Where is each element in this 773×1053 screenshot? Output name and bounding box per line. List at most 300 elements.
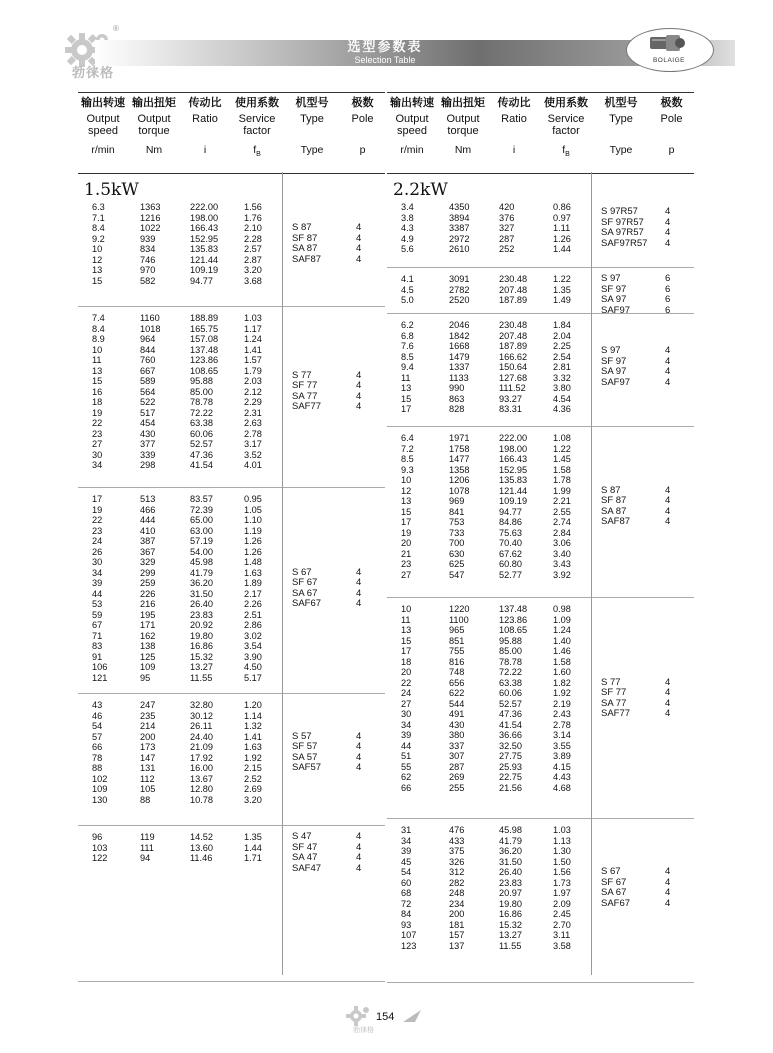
table-row bbox=[78, 355, 278, 366]
cell: 9.3 bbox=[401, 464, 414, 475]
table-section bbox=[78, 694, 385, 826]
cell: 1.24 bbox=[244, 334, 262, 344]
cell: 3.11 bbox=[553, 930, 571, 940]
cell: 339 bbox=[140, 449, 156, 460]
type-row bbox=[292, 244, 387, 255]
cell: 226 bbox=[140, 588, 156, 599]
cell: 1133 bbox=[449, 372, 469, 383]
pole-value: 4 bbox=[665, 866, 671, 877]
cell: 36.20 bbox=[190, 578, 213, 588]
header-unit: i bbox=[203, 144, 207, 156]
cell: 4.9 bbox=[401, 233, 414, 244]
header-zh: 极数 bbox=[351, 97, 374, 109]
cell: 181 bbox=[449, 919, 465, 930]
cell: 1.73 bbox=[553, 877, 571, 888]
type-list bbox=[292, 832, 387, 874]
pole-value: 6 bbox=[665, 273, 671, 284]
cell: 12.80 bbox=[190, 784, 213, 794]
cell: 166.62 bbox=[499, 351, 528, 362]
table-row bbox=[387, 404, 587, 415]
cell: 1.32 bbox=[244, 721, 262, 731]
cell: 53 bbox=[92, 599, 103, 609]
cell: 248 bbox=[449, 888, 465, 898]
cell: 6.2 bbox=[401, 320, 414, 330]
cell: 16.86 bbox=[190, 641, 213, 651]
cell: 247 bbox=[140, 700, 156, 710]
cell: 166.43 bbox=[190, 223, 219, 233]
cell: 433 bbox=[449, 835, 465, 846]
cell: 287 bbox=[449, 761, 465, 772]
footer-brand: 勃徕格 bbox=[353, 1027, 374, 1034]
cell: 969 bbox=[449, 496, 465, 506]
header-unit: Nm bbox=[454, 144, 472, 156]
cell: 47.36 bbox=[499, 709, 522, 719]
table-row bbox=[78, 557, 278, 568]
type-name: SAF67 bbox=[601, 897, 631, 909]
cell: 8.5 bbox=[401, 351, 414, 362]
cell: 67.62 bbox=[499, 548, 522, 559]
cell: 1668 bbox=[449, 341, 470, 351]
table-row bbox=[387, 667, 587, 678]
pole-value: 4 bbox=[665, 376, 671, 388]
type-list bbox=[601, 346, 696, 388]
cell: 964 bbox=[140, 334, 156, 344]
header-zh: 使用系数 bbox=[544, 97, 588, 109]
cell: 851 bbox=[449, 635, 465, 646]
cell: 20.97 bbox=[499, 888, 522, 898]
type-name: S 97 bbox=[601, 345, 621, 357]
cell: 1363 bbox=[140, 202, 161, 212]
table-row bbox=[78, 843, 278, 854]
header-unit: p bbox=[359, 144, 366, 156]
cell: 41.79 bbox=[499, 835, 522, 846]
table-row bbox=[387, 528, 587, 539]
cell: 20 bbox=[401, 538, 412, 548]
cell: 2.21 bbox=[553, 496, 571, 506]
cell: 214 bbox=[140, 721, 156, 731]
cell: 2.04 bbox=[553, 330, 571, 341]
cell: 3.20 bbox=[244, 794, 262, 805]
cell: 1.22 bbox=[553, 274, 571, 284]
cell: 95.88 bbox=[499, 635, 522, 646]
pole-value: 4 bbox=[665, 345, 671, 357]
table-row bbox=[78, 244, 278, 255]
cell: 2.12 bbox=[244, 386, 262, 397]
cell: 59 bbox=[92, 609, 103, 620]
cell: 4.15 bbox=[553, 761, 571, 772]
header-zh: 机型号 bbox=[295, 97, 329, 109]
table-row bbox=[387, 362, 587, 373]
cell: 198.00 bbox=[190, 212, 219, 223]
header-cell bbox=[539, 93, 593, 161]
pole-value: 4 bbox=[356, 862, 362, 874]
cell: 107 bbox=[401, 930, 417, 940]
table-row bbox=[387, 465, 587, 476]
cell: 2520 bbox=[449, 295, 470, 305]
cell: 8.5 bbox=[401, 454, 414, 464]
table-row bbox=[78, 662, 278, 673]
cell: 733 bbox=[449, 527, 465, 538]
cell: 444 bbox=[140, 515, 156, 525]
cell: 5.0 bbox=[401, 295, 414, 305]
cell: 34 bbox=[92, 460, 103, 470]
header-en: Service factor bbox=[238, 113, 276, 137]
header-zh: 传动比 bbox=[497, 97, 531, 109]
cell: 2.54 bbox=[553, 351, 571, 362]
pole-value: 4 bbox=[665, 206, 671, 218]
cell: 7.6 bbox=[401, 341, 414, 351]
cell: 8.4 bbox=[92, 223, 105, 233]
cell: 1.10 bbox=[244, 515, 262, 525]
header-cell bbox=[230, 93, 284, 161]
cell: 66 bbox=[92, 742, 103, 752]
cell: 1.82 bbox=[553, 677, 571, 688]
cell: 2.28 bbox=[244, 233, 262, 244]
pole-value: 4 bbox=[356, 841, 362, 853]
cell: 32.50 bbox=[499, 740, 522, 751]
cell: 12 bbox=[401, 485, 412, 496]
table-row bbox=[387, 507, 587, 518]
cell: 2.45 bbox=[553, 909, 571, 919]
table-row bbox=[78, 387, 278, 398]
cell: 746 bbox=[140, 254, 156, 265]
cell: 1.58 bbox=[553, 656, 571, 667]
cell: 1216 bbox=[140, 212, 161, 223]
cell: 39 bbox=[401, 846, 412, 856]
cell: 21.09 bbox=[190, 742, 213, 752]
table-body bbox=[78, 174, 385, 982]
header-unit: Nm bbox=[145, 144, 163, 156]
table-row bbox=[78, 721, 278, 732]
pole-value: 4 bbox=[356, 751, 362, 763]
cell: 2.74 bbox=[553, 517, 571, 527]
cell: 157 bbox=[449, 930, 465, 940]
cell: 1.84 bbox=[553, 320, 571, 330]
cell: 122 bbox=[92, 853, 108, 863]
type-name: SA 67 bbox=[292, 587, 318, 599]
type-row bbox=[292, 402, 387, 413]
cell: 4.3 bbox=[401, 223, 414, 233]
pole-value: 4 bbox=[356, 566, 362, 578]
header-en: Output torque bbox=[446, 113, 480, 137]
pole-value: 4 bbox=[356, 762, 362, 773]
table-row bbox=[387, 352, 587, 363]
table-row bbox=[387, 825, 587, 836]
cell: 13.27 bbox=[190, 662, 213, 672]
cell: 187.89 bbox=[499, 295, 528, 305]
cell: 22 bbox=[92, 515, 103, 525]
header-zh: 机型号 bbox=[604, 97, 638, 109]
header-cell bbox=[437, 93, 489, 156]
cell: 476 bbox=[449, 825, 465, 835]
cell: 2.81 bbox=[553, 362, 571, 372]
cell: 1.24 bbox=[553, 625, 571, 635]
type-name: SA 97 bbox=[601, 366, 627, 378]
cell: 39 bbox=[92, 578, 103, 588]
cell: 15 bbox=[401, 393, 412, 404]
cell: 1.17 bbox=[244, 323, 262, 334]
cell: 109 bbox=[92, 784, 108, 794]
cell: 0.97 bbox=[553, 212, 571, 223]
cell: 109.19 bbox=[499, 496, 528, 506]
cell: 23 bbox=[92, 525, 103, 536]
type-row bbox=[292, 832, 387, 843]
table-row bbox=[78, 255, 278, 266]
cell: 150.64 bbox=[499, 362, 528, 372]
cell: 1100 bbox=[449, 614, 469, 625]
table-row bbox=[387, 646, 587, 657]
cell: 1.71 bbox=[244, 853, 262, 863]
cell: 2972 bbox=[449, 233, 470, 244]
cell: 123 bbox=[401, 940, 417, 951]
cell: 112 bbox=[140, 773, 155, 784]
cell: 3.17 bbox=[244, 439, 262, 449]
data-rows bbox=[387, 274, 587, 306]
cell: 13 bbox=[92, 365, 103, 376]
table-row bbox=[387, 549, 587, 560]
cell: 7.4 bbox=[92, 313, 105, 323]
cell: 147 bbox=[140, 752, 156, 763]
cell: 26.11 bbox=[190, 721, 213, 731]
table-row bbox=[78, 450, 278, 461]
table-section bbox=[78, 174, 385, 307]
cell: 327 bbox=[499, 223, 515, 233]
table-row bbox=[387, 783, 587, 794]
cell: 17 bbox=[92, 494, 103, 504]
table-row bbox=[78, 578, 278, 589]
selection-table-2-2kw bbox=[387, 92, 694, 983]
cell: 2610 bbox=[449, 244, 470, 254]
cell: 235 bbox=[140, 710, 156, 721]
cell: 22.75 bbox=[499, 772, 522, 782]
power-rating: 1.5kW bbox=[84, 180, 139, 200]
cell: 23.83 bbox=[499, 877, 522, 888]
table-row bbox=[78, 408, 278, 419]
cell: 1.63 bbox=[244, 567, 262, 578]
cell: 2.55 bbox=[553, 506, 571, 517]
table-row bbox=[387, 888, 587, 899]
pole-value: 4 bbox=[356, 587, 362, 599]
cell: 44 bbox=[401, 740, 412, 751]
cell: 60.06 bbox=[499, 688, 522, 698]
cell: 130 bbox=[92, 794, 108, 805]
header-unit: Type bbox=[300, 144, 324, 156]
cell: 26.40 bbox=[499, 867, 522, 877]
cell: 380 bbox=[449, 730, 465, 740]
cell: 123.86 bbox=[499, 614, 528, 625]
type-row bbox=[292, 763, 387, 774]
table-row bbox=[78, 732, 278, 743]
type-name: SAF47 bbox=[292, 862, 322, 874]
cell: 166.43 bbox=[499, 454, 528, 464]
table-row bbox=[387, 475, 587, 486]
type-list bbox=[601, 274, 696, 316]
cell: 4.54 bbox=[553, 393, 571, 404]
power-rating: 2.2kW bbox=[393, 180, 448, 200]
table-row bbox=[78, 429, 278, 440]
table-row bbox=[387, 433, 587, 444]
table-row bbox=[387, 772, 587, 783]
header-zh: 极数 bbox=[660, 97, 683, 109]
cell: 75.63 bbox=[499, 527, 522, 538]
cell: 630 bbox=[449, 548, 465, 559]
cell: 2.10 bbox=[244, 223, 262, 233]
type-name: SAF77 bbox=[601, 708, 631, 719]
cell: 15.32 bbox=[190, 651, 213, 662]
header-cell bbox=[340, 93, 385, 156]
cell: 121 bbox=[92, 672, 108, 683]
type-row bbox=[292, 599, 387, 610]
cell: 137.48 bbox=[499, 604, 528, 614]
cell: 34 bbox=[401, 719, 412, 730]
table-row bbox=[387, 899, 587, 910]
cell: 171 bbox=[140, 620, 156, 630]
table-row bbox=[78, 832, 278, 843]
cell: 1.13 bbox=[553, 835, 571, 846]
type-list bbox=[601, 486, 696, 528]
cell: 1022 bbox=[140, 223, 161, 233]
cell: 173 bbox=[140, 742, 156, 752]
type-name: SF 67 bbox=[601, 876, 627, 888]
cell: 1.08 bbox=[553, 433, 571, 443]
cell: 16.86 bbox=[499, 909, 522, 919]
table-row bbox=[387, 699, 587, 710]
cell: 1.79 bbox=[244, 365, 262, 376]
table-row bbox=[387, 762, 587, 773]
cell: 0.95 bbox=[244, 494, 262, 504]
table-row bbox=[387, 331, 587, 342]
cell: 3.43 bbox=[553, 559, 571, 569]
pole-value: 4 bbox=[665, 676, 671, 688]
table-row bbox=[387, 730, 587, 741]
type-list bbox=[292, 568, 387, 610]
table-section bbox=[387, 314, 694, 427]
cell: 187.89 bbox=[499, 341, 528, 351]
cell: 755 bbox=[449, 646, 465, 656]
cell: 1.92 bbox=[553, 688, 571, 698]
cell: 1.26 bbox=[553, 233, 571, 244]
cell: 222.00 bbox=[499, 433, 528, 443]
table-row bbox=[387, 636, 587, 647]
type-row bbox=[601, 274, 696, 285]
cell: 137.48 bbox=[190, 344, 219, 355]
table-row bbox=[78, 515, 278, 526]
type-row bbox=[601, 378, 696, 389]
cell: 5.17 bbox=[244, 672, 262, 683]
type-name: S 47 bbox=[292, 831, 312, 842]
table-row bbox=[78, 376, 278, 387]
cell: 30 bbox=[92, 449, 103, 460]
cell: 54 bbox=[401, 867, 412, 877]
type-name: SAF77 bbox=[292, 401, 322, 413]
cell: 1206 bbox=[449, 475, 470, 485]
cell: 105 bbox=[140, 784, 156, 794]
cell: 282 bbox=[449, 877, 465, 888]
table-row bbox=[387, 383, 587, 394]
type-name: SF 97 bbox=[601, 283, 627, 295]
cell: 4.43 bbox=[553, 772, 571, 782]
cell: 94.77 bbox=[190, 275, 213, 286]
column-divider bbox=[282, 172, 283, 975]
table-row bbox=[387, 223, 587, 234]
cell: 1758 bbox=[449, 443, 470, 454]
cell: 3.06 bbox=[553, 538, 571, 548]
table-row bbox=[387, 878, 587, 889]
cell: 367 bbox=[140, 546, 156, 557]
header-zh: 输出扭矩 bbox=[441, 97, 485, 109]
cell: 2.87 bbox=[244, 254, 262, 265]
table-row bbox=[78, 742, 278, 753]
cell: 2.86 bbox=[244, 620, 262, 630]
type-name: SAF87 bbox=[601, 516, 631, 527]
cell: 939 bbox=[140, 233, 156, 244]
cell: 84 bbox=[401, 909, 412, 919]
cell: 3.58 bbox=[553, 940, 571, 951]
cell: 72.22 bbox=[499, 667, 522, 677]
table-row bbox=[78, 460, 278, 471]
cell: 844 bbox=[140, 344, 156, 355]
cell: 71 bbox=[92, 630, 103, 641]
table-row bbox=[387, 295, 587, 306]
type-row bbox=[601, 867, 696, 878]
cell: 18 bbox=[92, 397, 103, 407]
table-row bbox=[387, 213, 587, 224]
cell: 41.54 bbox=[499, 719, 522, 730]
header-unit: $f_B$ bbox=[253, 144, 261, 159]
cell: 834 bbox=[140, 244, 156, 254]
cell: 3.40 bbox=[553, 548, 571, 559]
cell: 234 bbox=[449, 898, 465, 909]
type-row bbox=[601, 496, 696, 507]
type-name: SF 77 bbox=[292, 380, 318, 392]
cell: 1.76 bbox=[244, 212, 262, 223]
page-header bbox=[0, 0, 773, 88]
cell: 1842 bbox=[449, 330, 470, 341]
cell: 753 bbox=[449, 517, 465, 527]
cell: 30 bbox=[92, 557, 103, 567]
pole-value: 4 bbox=[356, 598, 362, 609]
cell: 19 bbox=[401, 527, 412, 538]
pole-value: 4 bbox=[665, 876, 671, 888]
cell: 13 bbox=[401, 383, 412, 393]
pole-value: 4 bbox=[356, 369, 362, 381]
cell: 1.41 bbox=[244, 731, 262, 742]
cell: 625 bbox=[449, 559, 465, 569]
cell: 1.57 bbox=[244, 355, 262, 365]
cell: 72 bbox=[401, 898, 412, 909]
type-name: SA 97R57 bbox=[601, 227, 644, 239]
cell: 1.26 bbox=[244, 546, 262, 557]
cell: 18 bbox=[401, 656, 412, 667]
table-row bbox=[78, 652, 278, 663]
cell: 513 bbox=[140, 494, 156, 504]
table-row bbox=[78, 213, 278, 224]
pole-value: 4 bbox=[665, 227, 671, 239]
cell: 582 bbox=[140, 275, 156, 286]
cell: 1.56 bbox=[553, 867, 571, 877]
cell: 93.27 bbox=[499, 393, 522, 404]
cell: 1.63 bbox=[244, 742, 262, 752]
cell: 8.4 bbox=[92, 323, 105, 334]
cell: 108.65 bbox=[499, 625, 528, 635]
table-section bbox=[387, 427, 694, 598]
cell: 20 bbox=[401, 667, 412, 677]
selection-table-1-5kw bbox=[78, 92, 385, 982]
cell: 21 bbox=[401, 548, 412, 559]
pole-value: 6 bbox=[665, 294, 671, 305]
cell: 67 bbox=[92, 620, 103, 630]
data-rows bbox=[78, 313, 278, 471]
